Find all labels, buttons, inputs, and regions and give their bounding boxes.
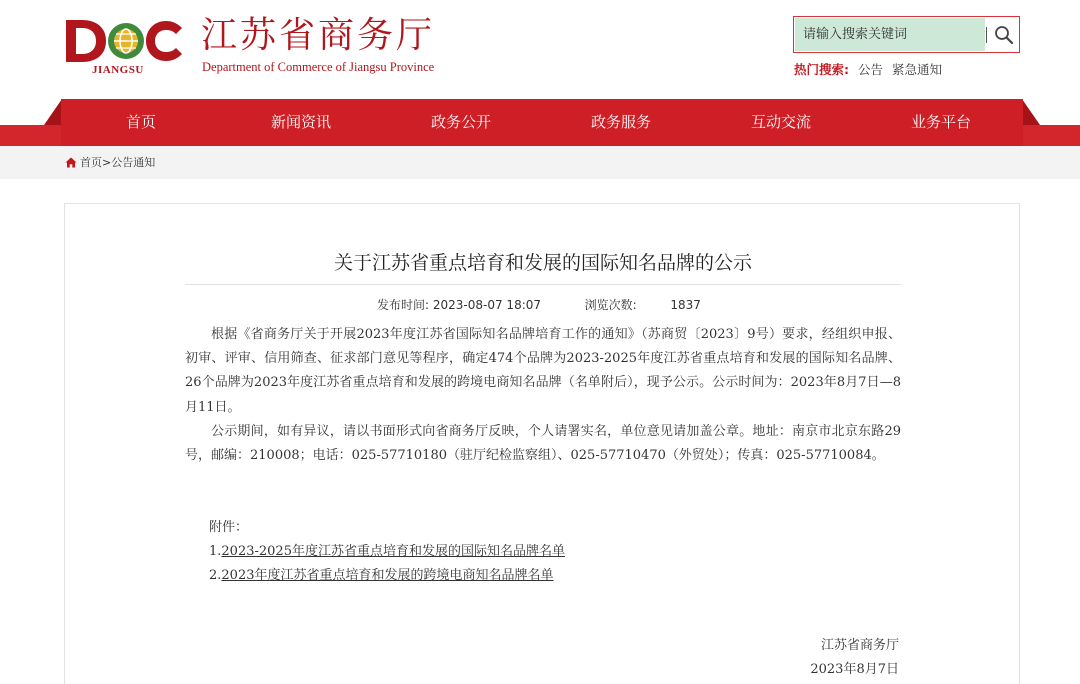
nav-item-government-services[interactable]: 政务服务 bbox=[590, 113, 651, 131]
site-logo[interactable] bbox=[64, 14, 194, 78]
search-divider bbox=[986, 27, 987, 43]
views-count: 1837 bbox=[670, 298, 701, 312]
search-button[interactable] bbox=[990, 21, 1018, 49]
nav-item-business-platform[interactable]: 业务平台 bbox=[910, 113, 971, 131]
breadcrumb bbox=[65, 156, 155, 170]
home-icon bbox=[65, 157, 77, 168]
breadcrumb-bar bbox=[0, 146, 1080, 179]
attachment-number: 2. bbox=[209, 568, 222, 583]
article-signature bbox=[810, 634, 899, 682]
breadcrumb-current[interactable]: 公告通知 bbox=[111, 156, 156, 169]
article-panel bbox=[64, 203, 1020, 684]
breadcrumb-separator: > bbox=[102, 156, 112, 169]
article-paragraph: 根据《省商务厅关于开展2023年度江苏省国际知名品牌培育工作的通知》（苏商贸〔2023〕9号）要求，经组织申报、初审、评审、信用筛查、征求部门意见等程序，确定474个品牌为2023-2025年度江苏省重点培育和发展的国际知名品牌、26个品牌为2023年度江苏省重点培育和发展的跨境电商知名品牌（名单附后），现予公示。公示时间为：2023年8月7日—8月11日。 bbox=[185, 327, 901, 415]
search-box bbox=[793, 16, 1020, 53]
nav-wing-left bbox=[44, 99, 62, 125]
nav-item-interaction[interactable]: 互动交流 bbox=[750, 113, 811, 131]
attachment-item bbox=[209, 540, 565, 564]
article-paragraph: 公示期间，如有异议，请以书面形式向省商务厅反映，个人请署实名，单位意见请加盖公章。地址：南京市北京东路29号，邮编：210008；电话：025-57710180（驻厅纪检监察组）、025-57710470（外贸处）；传真：025-57710084。 bbox=[185, 423, 901, 464]
hot-search-label: 热门搜索: bbox=[794, 62, 849, 77]
attachments-label: 附件： bbox=[209, 520, 249, 535]
attachment-link[interactable]: 2023-2025年度江苏省重点培育和发展的国际知名品牌名单 bbox=[221, 544, 565, 559]
doc-logo-mark bbox=[64, 14, 188, 64]
attachment-number: 1. bbox=[209, 544, 222, 559]
publish-time: 2023-08-07 18:07 bbox=[432, 298, 542, 312]
nav-item-news[interactable]: 新闻资讯 bbox=[270, 113, 331, 131]
main-nav bbox=[61, 99, 1023, 146]
article-title: 关于江苏省重点培育和发展的国际知名品牌的公示 bbox=[333, 252, 752, 274]
article-body bbox=[185, 323, 901, 468]
signature-date: 2023年8月7日 bbox=[810, 662, 899, 677]
title-divider bbox=[185, 284, 901, 285]
hot-search-item[interactable]: 公告 bbox=[857, 62, 883, 77]
nav-wing-right bbox=[1022, 99, 1040, 125]
site-subtitle: Department of Commerce of Jiangsu Province bbox=[202, 60, 435, 74]
views-label: 浏览次数: bbox=[584, 298, 637, 312]
attachment-link[interactable]: 2023年度江苏省重点培育和发展的跨境电商知名品牌名单 bbox=[221, 568, 554, 583]
attachment-item bbox=[209, 564, 565, 588]
search-input[interactable] bbox=[795, 18, 985, 51]
breadcrumb-home[interactable]: 首页 bbox=[80, 156, 102, 169]
logo-subtext: JIANGSU bbox=[92, 64, 144, 76]
nav-item-government-affairs[interactable]: 政务公开 bbox=[430, 113, 491, 131]
attachments bbox=[209, 516, 565, 588]
hot-search-item[interactable]: 紧急通知 bbox=[891, 62, 942, 77]
article-meta bbox=[377, 296, 701, 313]
publish-time-label: 发布时间: bbox=[377, 298, 430, 312]
site-title[interactable]: 江苏省商务厅 bbox=[201, 15, 436, 56]
site-header bbox=[0, 0, 1080, 99]
signature-org: 江苏省商务厅 bbox=[820, 638, 899, 653]
hot-search bbox=[794, 62, 942, 78]
nav-item-home[interactable]: 首页 bbox=[125, 113, 156, 131]
search-icon bbox=[990, 21, 1018, 49]
